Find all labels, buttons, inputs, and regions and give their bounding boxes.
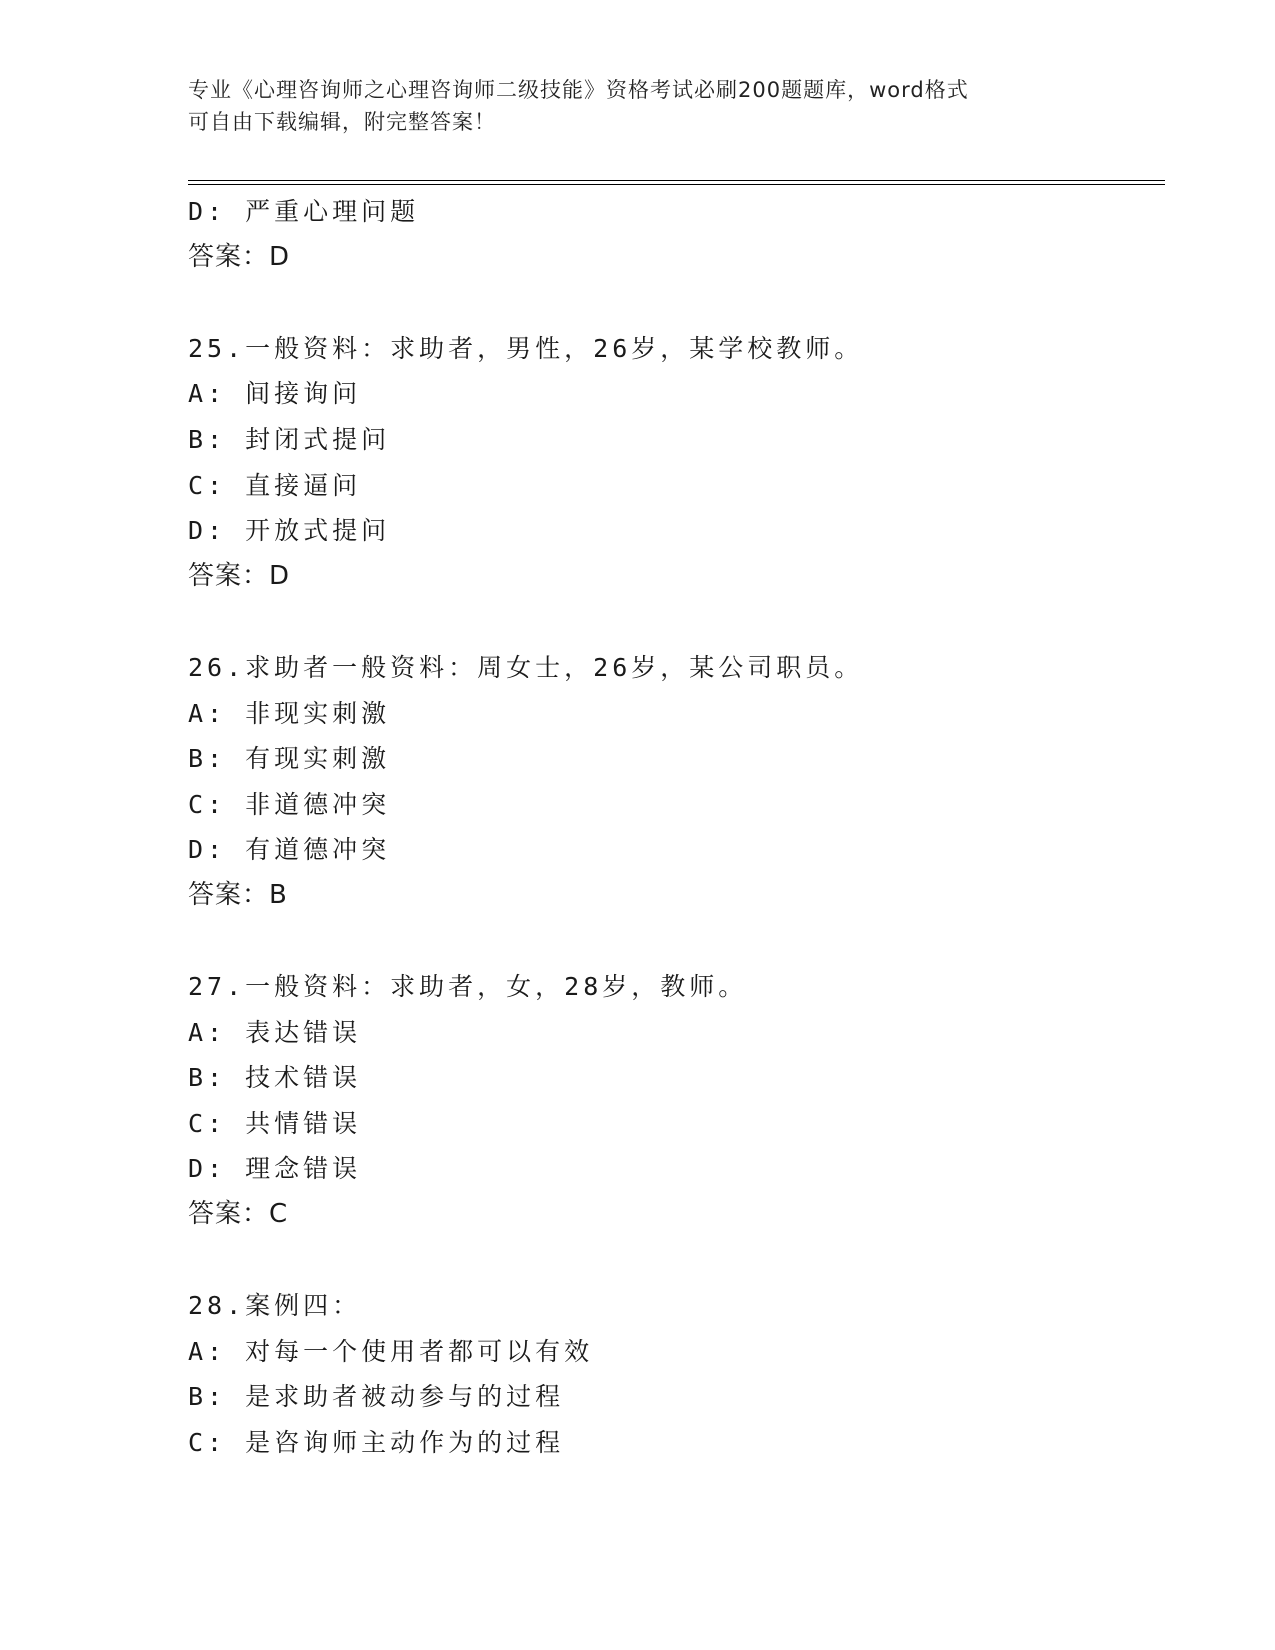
header-double-rule bbox=[188, 180, 1165, 185]
option-d: D: 有道德冲突 bbox=[188, 835, 391, 865]
option-c: C: 直接逼问 bbox=[188, 470, 362, 500]
option-a: A: 间接询问 bbox=[188, 379, 362, 409]
option-a: A: 表达错误 bbox=[188, 1017, 362, 1047]
question-stem: 26.求助者一般资料：周女士，26岁，某公司职员。 bbox=[188, 652, 864, 682]
question-25 bbox=[188, 326, 1148, 600]
option-d: D: 开放式提问 bbox=[188, 516, 391, 546]
question-27 bbox=[188, 964, 1148, 1238]
option-a: A: 非现实刺激 bbox=[188, 698, 391, 728]
spacer bbox=[188, 599, 1148, 645]
question-stem: 25.一般资料：求助者，男性，26岁，某学校教师。 bbox=[188, 333, 864, 363]
option-c: C: 是咨询师主动作为的过程 bbox=[188, 1428, 565, 1458]
option-b: B: 是求助者被动参与的过程 bbox=[188, 1382, 565, 1412]
answer: 答案：C bbox=[188, 1199, 289, 1230]
spacer bbox=[188, 919, 1148, 965]
question-stem: 27.一般资料：求助者，女，28岁，教师。 bbox=[188, 972, 748, 1002]
header-line-1: 专业《心理咨询师之心理咨询师二级技能》资格考试必刷200题题库，word格式 bbox=[188, 78, 969, 102]
option-d: D: 理念错误 bbox=[188, 1154, 362, 1184]
spacer bbox=[188, 280, 1148, 326]
option-b: B: 有现实刺激 bbox=[188, 744, 391, 774]
spacer bbox=[188, 1238, 1148, 1284]
question-28 bbox=[188, 1283, 1148, 1465]
question-content bbox=[188, 189, 1148, 1466]
option-c: C: 共情错误 bbox=[188, 1108, 362, 1138]
option-b: B: 技术错误 bbox=[188, 1063, 362, 1093]
answer: 答案：D bbox=[188, 560, 291, 591]
header-line-2: 可自由下载编辑，附完整答案！ bbox=[188, 110, 496, 134]
option-b: B: 封闭式提问 bbox=[188, 424, 391, 454]
answer: 答案：B bbox=[188, 879, 288, 910]
option-a: A: 对每一个使用者都可以有效 bbox=[188, 1336, 594, 1366]
carryover-answer: 答案：D bbox=[188, 241, 291, 272]
option-c: C: 非道德冲突 bbox=[188, 789, 391, 819]
carryover-option-d: D: 严重心理问题 bbox=[188, 197, 420, 226]
question-26 bbox=[188, 645, 1148, 919]
page-header bbox=[188, 74, 1088, 138]
question-stem: 28.案例四： bbox=[188, 1291, 362, 1321]
